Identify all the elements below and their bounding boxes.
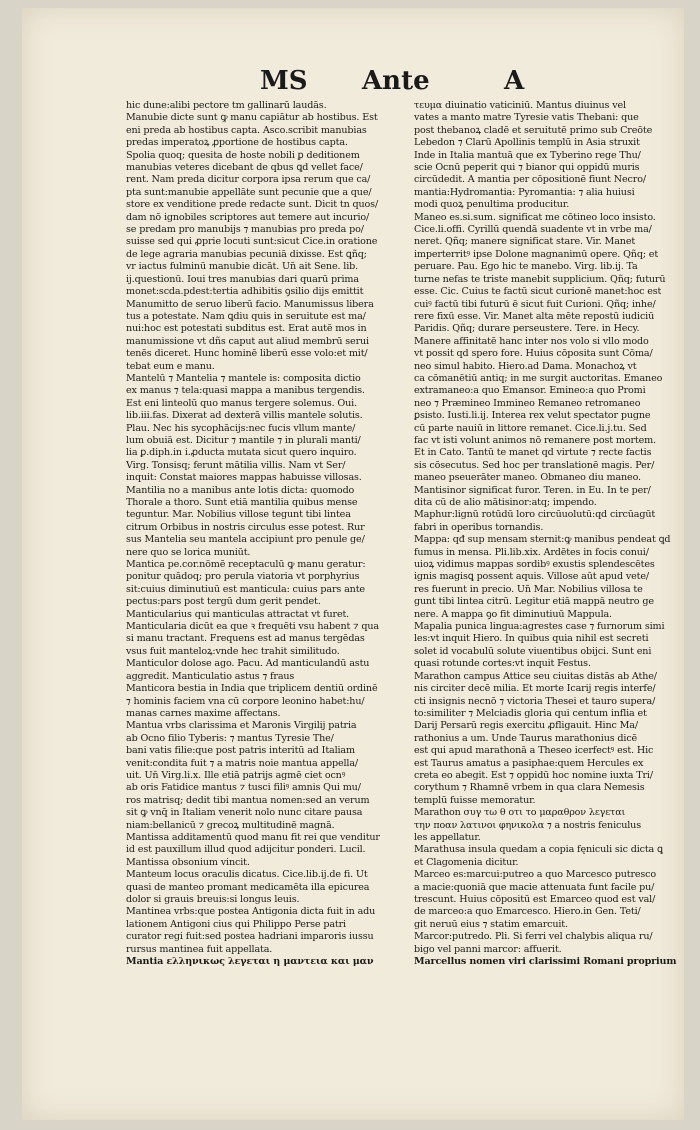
text-line: esse. Cic. Cuius te factū sicut curionē manet:hoc est [414, 286, 662, 298]
text-line: lationem Antigoni cius qui Philippo Perse patri [126, 918, 346, 930]
text-line: tenēs diceret. Hunc hominē liberū esse volo:et mit/ [126, 348, 368, 360]
text-line: rent. Nam preda dicitur corpora ipsa rerum que ca/ [126, 174, 371, 186]
text-line: nere quo se lorica muniūt. [126, 546, 251, 558]
text-line: Spolia quoq; quesita de hoste nobili ꝑ deditionem [126, 149, 360, 161]
text-line: les:vt inquit Hiero. In quibus quia nihil est secreti [414, 633, 649, 645]
text-line: Plau. Nec his sycophācijs:nec fucis vllum mante/ [126, 422, 356, 434]
text-line: Mantinea vrbs:que postea Antigonia dicta fuit in adu [126, 906, 376, 918]
text-line: scie Ocnū peperit qui ⁊ bianor qui oppidū muris [414, 162, 640, 174]
text-line: rere fixū esse. Vir. Manet alta mēte repostū iudiciū [414, 310, 655, 322]
text-line: Mantica pe.cor.nōmē receptaculū ꝙ manu geratur: [126, 559, 366, 571]
text-line: sit ꝙ vnq̄ in Italiam venerit nolo nunc citare pausa [126, 807, 363, 819]
text-line: res fuerunt in precio. Un̄ Mar. Nobilius villosa te [414, 583, 643, 595]
text-line: Lebedon ⁊ Clarū Apollinis templū in Asia struxit [414, 137, 640, 149]
text-line: extramaneo:a quo Emansor. Emineo:a quo Promi [414, 385, 646, 397]
text-line: Darij Persarū regis exercitu ꝓfligauit. Hinc Ma/ [414, 720, 638, 732]
text-line: dita cū de alio mātisinor:atq; impendo. [414, 497, 597, 508]
text-line: pectus:pars post tergū dum gerit pendet. [126, 596, 321, 608]
right-column [414, 100, 682, 968]
text-line: Inde in Italia mantuā que ex Tyberino rege Thu/ [414, 149, 641, 161]
text-line: si manu tractant. Frequens est ad manus tergēdas [126, 633, 365, 645]
header-guide-word: Ante [362, 66, 430, 96]
text-line: vates a manto matre Tyresie vatis Thebani: que [414, 112, 639, 124]
header-right-letter: A [504, 66, 525, 96]
text-line: ab Ocno filio Tyberis: ⁊ mantus Tyresie The/ [126, 732, 334, 744]
text-line: lib.iii.fas. Dixerat ad dexterā villis mantele solutis. [126, 410, 363, 422]
text-line: Mantissa additamentū quod manu fit rei que venditur [126, 831, 380, 843]
text-line: Mappa: qđ sup mensam sternit:ꝙ manibus pendeat ꝗd [414, 534, 671, 546]
text-line: aggredit. Manticulatio astus ⁊ fraus [126, 670, 295, 682]
text-line: manubias veteres dicebant de qbus ꝗd vellet face/ [126, 162, 363, 174]
text-line: fabri in operibus tornandis. [414, 521, 544, 533]
text-line: Virg. Tonsisq; ferunt mātilia villis. Nam vt Ser/ [126, 459, 346, 471]
text-line: Thorale a thoro. Sunt etiā mantilia quibus mense [126, 497, 358, 508]
text-line: niam:bellanicū ⁊ grecoꝝ multitudinē magnā. [126, 819, 335, 831]
text-line: dam nō ignobiles scriptores aut temere aut incurio/ [126, 211, 370, 223]
text-line: nui:hoc est potestati subditus est. Erat autē mos in [126, 323, 367, 335]
text-line: se predam pro manubijs ⁊ manubias pro preda po/ [126, 224, 364, 236]
text-line: post thebanoꝝ cladē et seruitutē primo sub Creōte [414, 124, 653, 136]
text-line: Marcellus nomen viri clarissimi Romani proprium [414, 956, 677, 968]
text-line: mantia:Hydromantia: Pyromantia: ⁊ alia huiusi [414, 186, 635, 198]
text-line: Maneo es.si.sum. significat me cōtineo loco insisto. [414, 211, 656, 223]
text-line: ij.questionū. Ioui tres manubias dari quarū prima [126, 273, 359, 285]
text-line: neo ⁊ Præmineo Immineo Remaneo retromaneo [414, 397, 641, 409]
text-line: Maphur:lignū rotūdū loro circūuolutū:qd circūagūt [414, 509, 656, 521]
text-line: τευμα diuinatio vaticiniū. Mantus diuinus vel [414, 100, 626, 111]
text-line: Marceo es:marcui:putreo a quo Marcesco putresco [414, 869, 657, 881]
text-line: Marathon campus Attice seu ciuitas distās ab Athe/ [414, 670, 657, 682]
text-line: manas carnes maxime affectans. [126, 707, 281, 719]
text-line: nere. A mappa ꝯo fit diminutiuū Mappula. [414, 608, 612, 620]
left-column [126, 100, 400, 968]
text-line: Cice.li.offi. Cyrillū quendā suadente vt in vrbe ma/ [414, 224, 652, 236]
text-line: rursus mantinea fuit appellata. [126, 943, 273, 955]
text-line: Marathon συγ τω θ οτι το μαραθρον λεγεται [414, 807, 626, 819]
text-line: sis cōsecutus. Sed hoc per translationē magis. Per/ [414, 459, 655, 471]
text-line: Mapalia punica lingua:agrestes case ⁊ furnorum simi [414, 621, 665, 633]
text-line: id est pauxillum illud quod adijcitur ponderi. Lucil. [126, 844, 366, 856]
text-line: circūdedit. A mantia per cōpositionē fiunt Necro/ [414, 174, 646, 186]
text-line: bani vatis filie:que post patris interitū ad Italiam [126, 745, 355, 757]
text-line: bigo vel panni marcor: affuerit. [414, 943, 562, 955]
text-line: quasi de manteo promant medicamēta illa epicurea [126, 881, 370, 893]
text-line: vsus fuit manteloꝝ:vnde hec trahit similitudo. [126, 645, 340, 657]
text-line: fac vt isti volunt animos nō remanere post mortem. [414, 434, 656, 446]
text-line: de marceo:a quo Emarcesco. Hiero.in Gen. Teti/ [414, 906, 641, 918]
text-line: Et in Cato. Tantū te manet qd virtute ⁊ recte factis [414, 447, 652, 459]
text-line: de lege agraria manubias pecuniā dixisse. Est ꝗñq; [126, 248, 367, 260]
text-line: ꝑsisto. Iusti.li.ij. Interea rex velut spectator pugne [414, 410, 651, 422]
text-line: git neruū eius ⁊ statim emarcuit. [414, 918, 568, 930]
text-line: citrum Orbibus in nostris circulus esse potest. Rur [126, 521, 365, 533]
text-line: les appellatur. [414, 831, 481, 843]
text-line: dolor si grauis breuis:si longus leuis. [126, 894, 300, 905]
text-line: Manticularia dicūt ea que ꝛ frequēti vsu habent ⁊ qua [126, 621, 379, 633]
text-line: Manere affinitatē hanc inter nos volo si vllo modo [414, 335, 649, 347]
text-line: rathonius a um. Unde Taurus marathonius dicē [414, 732, 638, 744]
text-line: Mantilia no a manibus ante lotis dicta: quomodo [126, 484, 355, 496]
text-line: fumus in mensa. Pli.lib.xix. Ardētes in focis conui/ [414, 546, 649, 558]
text-line: curator regi fuit:sed postea hadriani imparoris iussu [126, 931, 374, 943]
text-line: cuiꝰ factū tibi futurū ē sicut fuit Curioni. Qñq; inhe/ [414, 298, 656, 310]
text-line: Mantissa obsonium vincit. [126, 856, 250, 868]
text-line: est qui apud marathonā a Theseo icerfectꝰ est. Hic [414, 745, 654, 757]
text-line: nis circiter decē milia. Et morte Icarij regis interfe/ [414, 683, 656, 695]
text-line: uioꝝ vidimus mappas sordibꝰ exustis splendescētes [414, 559, 655, 571]
book-page [22, 8, 684, 1120]
text-line: Manteum locus oraculis dicatus. Cice.lib.ij.de fi. Ut [126, 869, 368, 881]
text-line: ignis magisꝗ possent aquis. Villose aūt apud vete/ [414, 571, 649, 583]
text-line: imperterritꝰ ipse Dolone magnanimū opere. Qñq; et [414, 248, 659, 260]
text-line: ca cōmanētiū antiq; in me surgit auctoritas. Emaneo [414, 372, 663, 384]
text-line: trescunt. Huius cōpositū est Emarceo quod est val/ [414, 894, 656, 905]
text-line: eni preda ab hostibus capta. Asco.scribit manubias [126, 124, 367, 136]
text-line: neret. Qñq; manere significat stare. Vir. Manet [414, 236, 636, 248]
text-line: peruare. Pau. Ego hic te manebo. Virg. lib.ij. Ta [414, 261, 638, 273]
text-line: sus Mantelia seu mantela accipiunt pro penule ge/ [126, 534, 365, 546]
text-line: ab oris Fatidice mantus ⁊ tusci filiꝰ amnis Qui mu/ [126, 782, 361, 794]
text-line: modi quoꝝ penultima producitur. [414, 199, 570, 211]
text-line: lum obuiā est. Dicitur ⁊ mantile ⁊ in plurali manti/ [126, 434, 361, 446]
text-line: turne nefas te triste manebit supplicium. Qñq; futurū [414, 273, 666, 285]
text-line: solet id vocabulū solute viuentibus obijci. Sunt eni [414, 645, 652, 657]
text-line: monet:scda.pdest:tertia adhibitis ꝯsilio dijs emittit [126, 286, 364, 298]
text-line: tebat eum e manu. [126, 360, 215, 372]
text-line: vr iactus fulminū manubie dicāt. Un̄ ait Sene. lib. [126, 261, 359, 273]
text-line: templū fuisse memoratur. [414, 794, 536, 806]
text-line: hic dune:alibi pectore tm gallinarū laudās. [126, 100, 327, 111]
text-line: cū parte nauiū in littore remanet. Cice.li.j.tu. Sed [414, 422, 647, 434]
text-line: suisse sed qui ꝓprie locuti sunt:sicut Cice.in oratione [126, 236, 378, 248]
text-line: Manticulor dolose ago. Pacu. Ad manticulandū astu [126, 658, 370, 670]
text-line: to:similiter ⁊ Melciadis gloria qui centum inflia et [414, 707, 647, 719]
text-line: cti insignis necnō ⁊ victoria Thesei et tauro supera/ [414, 695, 656, 707]
text-line: sit:cuius diminutiuū est manticula: cuius pars ante [126, 583, 365, 595]
text-line: creta eo abegit. Est ⁊ oppidū hoc nomine iuxta Tri/ [414, 769, 653, 781]
text-line: predas imperatoꝝ ꝓportione de hostibus capta. [126, 137, 348, 149]
text-line: maneo pseuerāter maneo. Obmaneo diu maneo. [414, 472, 641, 484]
text-line: lia ꝑ.diph.in i.ꝓducta mutata sicut quero inquiro. [126, 447, 357, 459]
text-line: tus a potestate. Nam ꝗdiu quis in seruitute est ma/ [126, 310, 366, 322]
text-line: est Taurus amatus a pasiphae:quem Hercules ex [414, 757, 644, 769]
text-line: store ex venditione prede redacte sunt. Dicit tn quos/ [126, 199, 379, 211]
text-line: Est eni linteolū quo manus tergere solemus. Oui. [126, 397, 357, 409]
text-line: Manubie dicte sunt ꝙ manu capiātur ab hostibus. Est [126, 112, 378, 124]
running-header [22, 60, 684, 100]
text-line: ex manus ⁊ tela:quasi mappa a manibus tergendis. [126, 385, 365, 397]
text-line: την ποαν λατινοι φηνικολα ⁊ a nostris feniculus [414, 819, 641, 831]
text-line: Mantisinor significat furor. Teren. in Eu. In te per/ [414, 484, 651, 496]
text-line: Mantelū ⁊ Mantelia ⁊ mantele is: composita dictio [126, 372, 361, 384]
text-line: ponitur quādoq; pro perula viatoria vt porphyrius [126, 571, 360, 583]
text-line: venit:condita fuit ⁊ a matris noie mantua appella/ [126, 757, 359, 769]
text-line: corythum ⁊ Rhamnē vrbem in qua clara Nemesis [414, 782, 645, 794]
text-line: teguntur. Mar. Nobilius villose tegunt tibi lintea [126, 509, 351, 521]
text-line: ⁊ hominis faciem vna cū corpore leonino habet:hu/ [126, 695, 365, 707]
header-left-letters: MS [260, 66, 308, 96]
text-line: manumissione vt dñs caput aut aliud membrū serui [126, 335, 369, 347]
text-line: Manticularius qui manticulas attractat vt furet. [126, 608, 350, 620]
text-line: Marathusa insula quedam a copia fęniculi sic dicta ꝗ [414, 844, 663, 856]
text-line: Paridis. Qñq; durare perseustere. Tere. in Hecy. [414, 323, 640, 335]
text-line: quasi rotunde cortes:vt inquit Festus. [414, 658, 591, 670]
text-line: et Clagomenia dicitur. [414, 856, 519, 868]
text-line: pta sunt:manubie appellāte sunt pecunie que a que/ [126, 186, 372, 198]
text-line: Manticora bestia in India que triplicem dentiū ordinē [126, 683, 378, 695]
text-line: uit. Un̄ Virg.li.x. Ille etiā patrijs agmē ciet ocnꝰ [126, 769, 346, 781]
text-line: ros matrisq; dedit tibi mantua nomen:sed an verum [126, 794, 370, 806]
text-line: neo simul habito. Hiero.ad Dama. Monachoꝝ vt [414, 360, 637, 372]
text-line: gunt tibi lintea citrū. Legitur etiā mappā neutro ge [414, 596, 654, 608]
text-line: Manumitto de seruo liberū facio. Manumissus libera [126, 298, 374, 310]
text-line: Mantua vrbs clarissima et Maronis Virgilij patria [126, 720, 357, 732]
text-line: vt possit qd spero fore. Huius cōposita sunt Cōma/ [414, 348, 653, 360]
text-line: a macie:quoniā que macie attenuata funt facile pu/ [414, 881, 655, 893]
text-line: Marcor:putredo. Pli. Si ferri vel chalybis aliqua ru/ [414, 931, 653, 943]
text-line: inquit: Constat maiores mappas habuisse villosas. [126, 472, 362, 484]
text-line: Mantia ελληνικως λεγεται η μαντεια και μαν [126, 956, 374, 968]
